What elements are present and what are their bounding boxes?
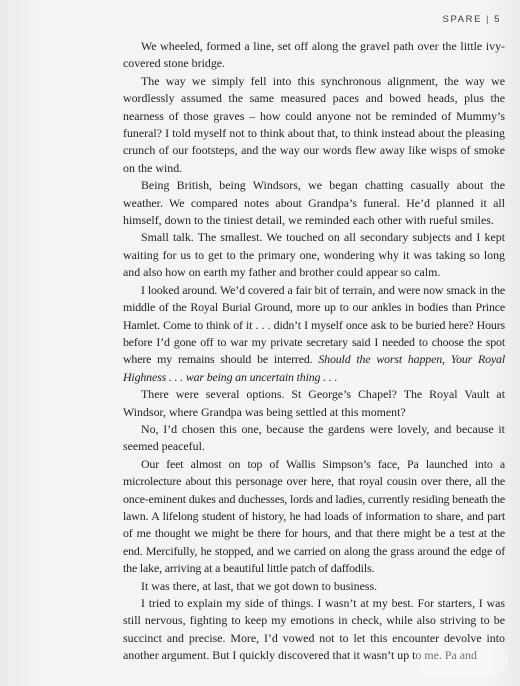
paragraph: Small talk. The smallest. We touched on all secondary subjects and I kept waiting for us to get to the primary one, wondering why it was taking so long and also how on earth my father and brother could appear so calm. (123, 230, 505, 280)
paragraph: It was there, at last, that we got down to business. (141, 578, 378, 593)
body-text (123, 38, 505, 665)
book-title: SPARE (442, 14, 483, 25)
paragraph: Our feet almost on top of Wallis Simpson’s face, Pa launched into a microlecture about this personage over here, that royal cousin over there, all the once-eminent dukes and duchesses, lords and ladies, currently residing beneath the lawn. A lifelong student of history, he had loads of information to share, and part of me thought we might be there for hours, and that there might be a test at the end. Mercifully, he stopped, and we carried on along the grass around the edge of the lake, arriving at a beautiful little patch of daffodils. (123, 456, 505, 576)
paragraph: There were several options. St George’s Chapel? The Royal Vault at Windsor, where Grandpa was being settled at this moment? (123, 387, 505, 419)
paragraph: I tried to explain my side of things. I wasn’t at my best. For starters, I was still nervous, fighting to keep my emotions in check, while also striving to be succinct and precise. More, I’d vowed not to let this encounter devolve into another argument. But I quickly discovered that it wasn’t up to me. Pa and (123, 596, 505, 663)
italic-quote: Should the worst happen, Your Royal Highness . . . war being an uncertain thing . . . (123, 352, 505, 384)
paragraph: We wheeled, formed a line, set off along the gravel path over the little ivy-covered stone bridge. (123, 39, 505, 71)
paragraph: I looked around. We’d covered a fair bit of terrain, and were now smack in the middle of the Royal Burial Ground, more up to our ankles in bodies than Prince Hamlet. Come to think of it . . . didn’t I myself once ask to be buried here? Hours before I’d gone off to war my private secretary said I needed to choose the spot where my remains should be interred. Should the worst happen, Your Royal Highness . . . war being an uncertain thing . . . (123, 282, 505, 384)
paragraph: The way we simply fell into this synchronous alignment, the way we wordlessly assumed the same measured paces and bowed heads, plus the nearness of those graves – how could anyone not be reminded of Mummy’s funeral? I told myself not to think about that, to think instead about the pleasing crunch of our footsteps, and the way our words flew away like wisps of smoke on the wind. (123, 73, 505, 175)
watermark-badge (416, 642, 508, 676)
page-number: 5 (494, 14, 501, 25)
running-head (443, 14, 501, 25)
header-separator: | (486, 14, 491, 25)
paragraph: No, I’d chosen this one, because the gardens were lovely, and because it seemed peaceful. (123, 421, 505, 454)
paragraph: Being British, being Windsors, we began chatting casually about the weather. We compared notes about Grandpa’s funeral. He’d planned it all himself, down to the tiniest detail, we reminded each other with rueful smiles. (123, 178, 505, 228)
